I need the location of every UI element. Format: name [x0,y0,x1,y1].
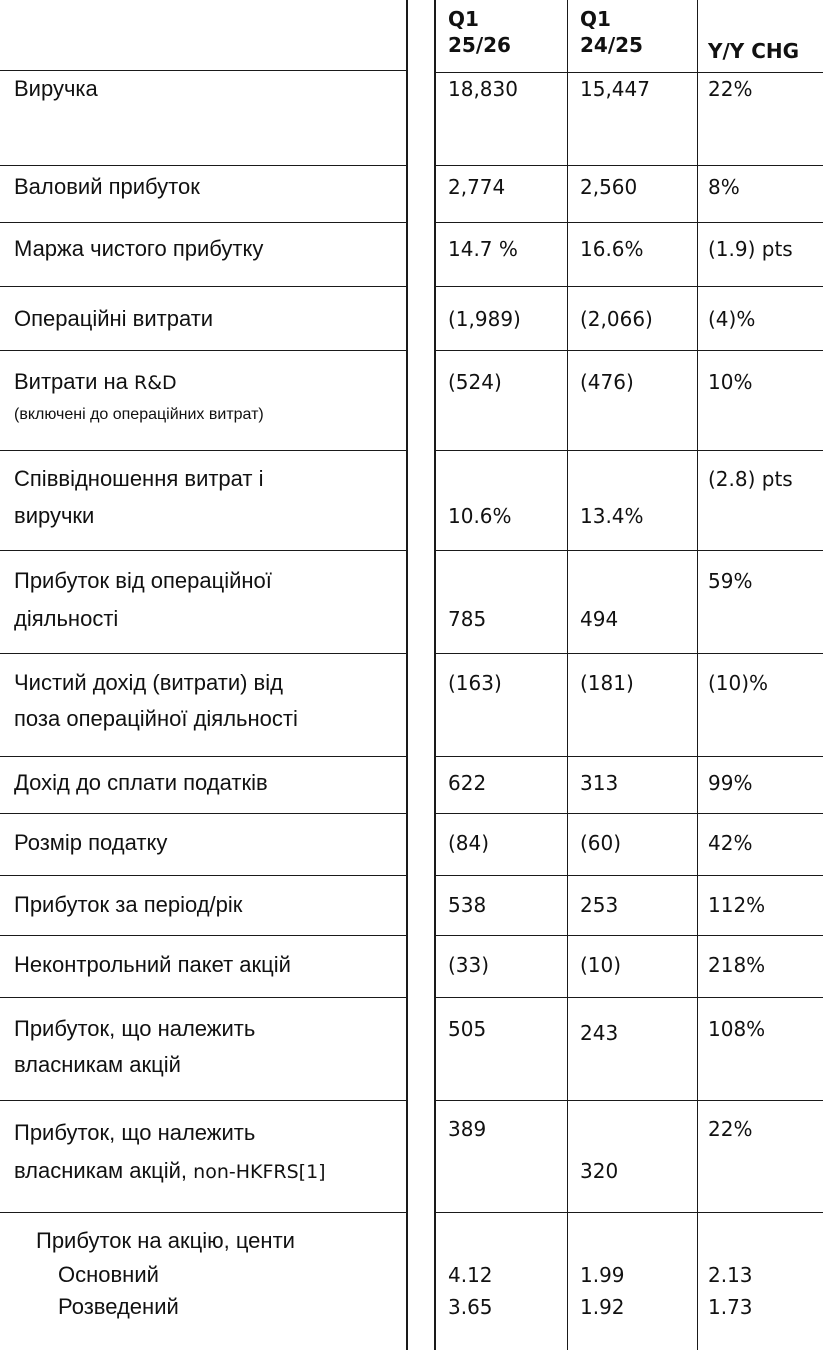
row-divider [434,1212,823,1213]
row-divider [0,286,408,287]
row-label: Дохід до сплати податків [14,770,268,795]
value-yoy: 99% [708,771,753,795]
value-yoy: (4)% [708,307,756,331]
value-q1-2425: 243 [580,1021,619,1045]
row-label-line1: Співвідношення витрат і [14,466,264,491]
header-q1-2526 [448,6,511,58]
value-yoy: 42% [708,831,753,855]
row-label-line1: Прибуток, що належить [14,1016,256,1041]
row-label: Маржа чистого прибутку [14,236,264,261]
row-label-line2 [14,1154,326,1189]
row-divider [0,222,408,223]
row-label-line1: Чистий дохід (витрати) від [14,670,283,695]
row-label-suffix: R&D [134,372,177,394]
value-yoy: 108% [708,1017,766,1041]
row-divider [434,1100,823,1101]
header-q1-2425-line2: 24/25 [580,33,643,57]
row-label: Неконтрольний пакет акцій [14,952,291,977]
value-q1-2526: 389 [448,1117,487,1141]
eps-basic-yoy: 2.13 [708,1263,753,1287]
value-q1-2526: 18,830 [448,77,518,101]
value-q1-2425: 15,447 [580,77,650,101]
value-yoy: 22% [708,77,753,101]
value-q1-2526: 505 [448,1017,487,1041]
value-yoy: 112% [708,893,766,917]
value-q1-2526: 538 [448,893,487,917]
value-q1-2425: 16.6% [580,237,644,261]
col-divider [697,0,698,1350]
value-yoy: (10)% [708,671,769,695]
value-q1-2425: 2,560 [580,175,638,199]
col-divider [567,0,568,1350]
value-q1-2526: 14.7 % [448,237,518,261]
row-label-line2: діяльності [14,606,119,631]
eps-basic-q1-2526: 4.12 [448,1263,493,1287]
header-q1-2526-line2: 25/26 [448,33,511,57]
value-yoy: 8% [708,175,740,199]
value-yoy: 218% [708,953,766,977]
row-divider [434,222,823,223]
header-yoy: Y/Y CHG [708,39,800,63]
row-label-line2: поза операційної діяльності [14,706,298,731]
eps-diluted-label: Розведений [58,1294,179,1319]
value-q1-2425: (60) [580,831,622,855]
row-label-line1: Прибуток, що належить [14,1120,256,1145]
value-yoy: (1.9) pts [708,237,793,261]
row-divider [0,450,408,451]
row-divider [0,350,408,351]
row-label [14,365,177,400]
value-q1-2526: (84) [448,831,490,855]
value-q1-2425: 13.4% [580,504,644,528]
value-yoy: 22% [708,1117,753,1141]
value-yoy: (2.8) pts [708,467,793,491]
row-divider [434,350,823,351]
eps-diluted-q1-2425: 1.92 [580,1295,625,1319]
right-table-left-border [434,0,436,1350]
eps-diluted-q1-2526: 3.65 [448,1295,493,1319]
row-divider [0,997,408,998]
row-divider [0,1100,408,1101]
eps-basic-q1-2425: 1.99 [580,1263,625,1287]
row-divider [434,550,823,551]
row-divider [434,997,823,998]
value-q1-2526: (33) [448,953,490,977]
header-q1-2425-line1: Q1 [580,7,611,31]
row-label: Операційні витрати [14,306,214,331]
row-label-text: Витрати на [14,369,128,394]
value-yoy: 59% [708,569,753,593]
row-divider [434,756,823,757]
value-q1-2425: (181) [580,671,634,695]
value-q1-2526: 622 [448,771,487,795]
row-label-text: власникам акцій, [14,1158,188,1183]
row-divider [0,935,408,936]
eps-basic-label: Основний [58,1262,159,1287]
row-label-suffix: non-HKFRS[1] [193,1161,326,1183]
header-q1-2425 [580,6,643,58]
value-q1-2425: 494 [580,607,619,631]
row-divider [434,875,823,876]
value-q1-2526: (524) [448,370,502,394]
row-label: Виручка [14,76,98,101]
row-divider [0,70,408,71]
row-label-line2: власникам акцій [14,1052,181,1077]
row-label-line1: Прибуток від операційної [14,568,272,593]
row-divider [0,653,408,654]
eps-label: Прибуток на акцію, центи [36,1228,295,1253]
row-divider [0,550,408,551]
value-q1-2526: (163) [448,671,502,695]
value-q1-2425: 320 [580,1159,619,1183]
row-label-line2: виручки [14,503,95,528]
value-q1-2425: (476) [580,370,634,394]
row-divider [0,875,408,876]
value-q1-2526: 10.6% [448,504,512,528]
row-divider [434,450,823,451]
row-divider [0,756,408,757]
row-divider [0,165,408,166]
row-divider [434,935,823,936]
row-divider [434,813,823,814]
header-q1-2526-line1: Q1 [448,7,479,31]
value-q1-2526: 785 [448,607,487,631]
value-q1-2425: (2,066) [580,307,653,331]
row-divider [0,813,408,814]
value-q1-2425: (10) [580,953,622,977]
value-q1-2526: (1,989) [448,307,521,331]
eps-diluted-yoy: 1.73 [708,1295,753,1319]
row-divider [434,286,823,287]
value-q1-2526: 2,774 [448,175,506,199]
row-divider [434,653,823,654]
row-label: Прибуток за період/рік [14,892,243,917]
row-divider [434,165,823,166]
row-divider [0,1212,408,1213]
value-q1-2425: 253 [580,893,619,917]
row-label: Валовий прибуток [14,174,200,199]
left-table-right-border [406,0,408,1350]
row-sublabel: (включені до операційних витрат) [14,406,264,423]
value-q1-2425: 313 [580,771,619,795]
value-yoy: 10% [708,370,753,394]
row-label: Розмір податку [14,830,168,855]
